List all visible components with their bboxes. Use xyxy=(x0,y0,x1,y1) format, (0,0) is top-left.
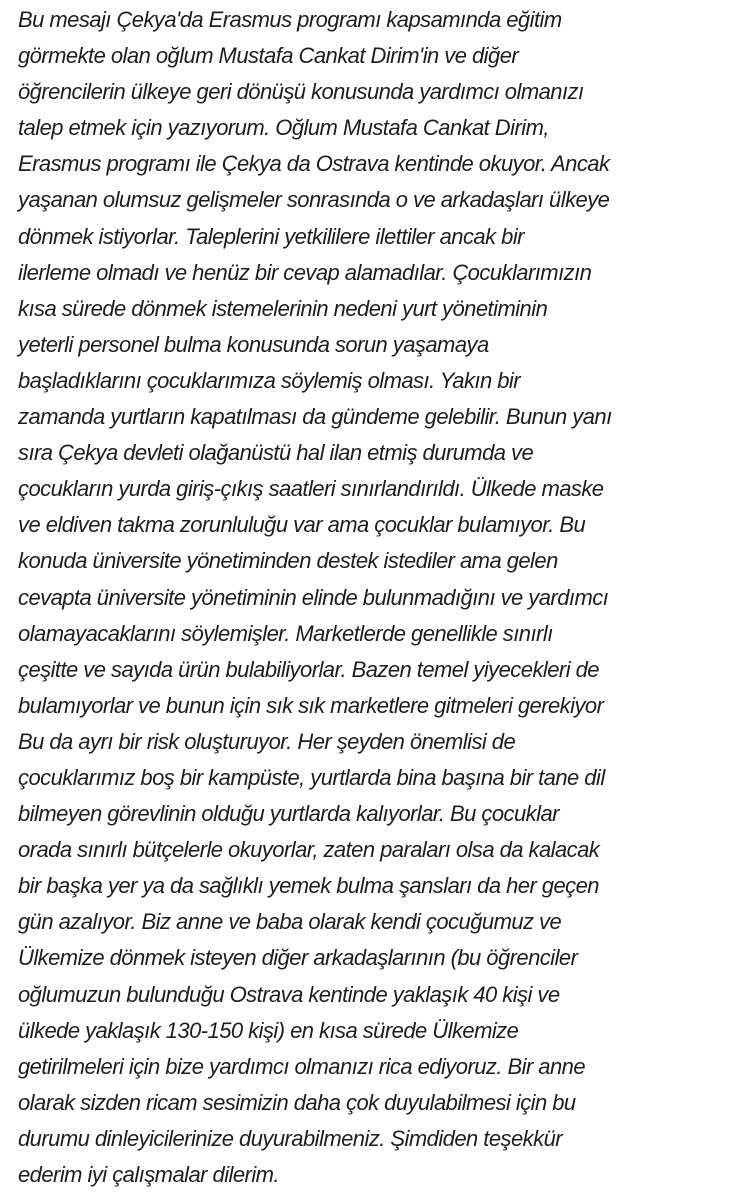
message-line: konuda üniversite yönetiminden destek istediler ama gelen xyxy=(18,548,558,574)
message-line: Bu da ayrı bir risk oluşturuyor. Her şeyden önemlisi de xyxy=(18,728,516,754)
message-line: yaşanan olumsuz gelişmeler sonrasında o ve arkadaşları ülkeye xyxy=(18,187,610,213)
message-line: gün azalıyor. Biz anne ve baba olarak kendi çocuğumuz ve xyxy=(18,909,562,935)
message-line: durumu dinleyicilerinize duyurabilmeniz. Şimdiden teşekkür xyxy=(18,1125,563,1151)
message-line: Bu mesajı Çekya'da Erasmus programı kapsamında eğitim xyxy=(18,7,562,32)
message-line: olamayacaklarını söylemişler. Marketlerde genellikle sınırlı xyxy=(18,620,553,646)
message-line: ve eldiven takma zorunluluğu var ama çocuklar bulamıyor. Bu xyxy=(18,512,586,538)
message-line: ülkede yaklaşık 130-150 kişi) en kısa sürede Ülkemize xyxy=(18,1017,519,1043)
message-line: öğrencilerin ülkeye geri dönüşü konusunda yardımcı olmanızı xyxy=(18,79,584,105)
message-body xyxy=(18,2,730,1193)
message-line: oğlumuzun bulunduğu Ostrava kentinde yaklaşık 40 kişi ve xyxy=(18,981,560,1007)
message-line: bilmeyen görevlinin olduğu yurtlarda kalıyorlar. Bu çocuklar xyxy=(18,801,559,827)
message-line: olarak sizden ricam sesimizin daha çok duyulabilmesi için bu xyxy=(18,1089,576,1115)
message-line: zamanda yurtların kapatılması da gündeme gelebilir. Bunun yanı xyxy=(18,404,612,430)
message-line: kısa sürede dönmek istemelerinin nedeni yurt yönetiminin xyxy=(18,295,548,321)
message-line: ilerleme olmadı ve henüz bir cevap alamadılar. Çocuklarımızın xyxy=(18,259,592,285)
message-line: çeşitte ve sayıda ürün bulabiliyorlar. Bazen temel yiyecekleri de xyxy=(18,656,599,682)
message-line: başladıklarını çocuklarımıza söylemiş olması. Yakın bir xyxy=(18,367,521,393)
message-line: çocukların yurda giriş-çıkış saatleri sınırlandırıldı. Ülkede maske xyxy=(18,476,604,502)
message-line: bulamıyorlar ve bunun için sık sık marketlere gitmeleri gerekiyor xyxy=(18,692,604,718)
message-line: çocuklarımız boş bir kampüste, yurtlarda bina başına bir tane dil xyxy=(18,764,605,790)
message-line: orada sınırlı bütçelerle okuyorlar, zaten paraları olsa da kalacak xyxy=(18,837,600,863)
message-line: talep etmek için yazıyorum. Oğlum Mustafa Cankat Dirim, xyxy=(18,115,549,141)
message-line: dönmek istiyorlar. Taleplerini yetkililere ilettiler ancak bir xyxy=(18,223,524,249)
message-line: bir başka yer ya da sağlıklı yemek bulma şansları da her geçen xyxy=(18,873,599,899)
message-line: görmekte olan oğlum Mustafa Cankat Dirim'in ve diğer xyxy=(18,43,519,69)
message-line: sıra Çekya devleti olağanüstü hal ilan etmiş durumda ve xyxy=(18,440,534,466)
message-line: Erasmus programı ile Çekya da Ostrava kentinde okuyor. Ancak xyxy=(18,151,610,177)
message-line: Ülkemize dönmek isteyen diğer arkadaşlarının (bu öğrenciler xyxy=(18,945,578,971)
message-line: cevapta üniversite yönetiminin elinde bulunmadığını ve yardımcı xyxy=(18,584,609,610)
message-line: yeterli personel bulma konusunda sorun yaşamaya xyxy=(18,331,489,357)
message-line: getirilmeleri için bize yardımcı olmanızı rica ediyoruz. Bir anne xyxy=(18,1053,586,1079)
message-line: ederim iyi çalışmalar dilerim. xyxy=(18,1162,280,1187)
